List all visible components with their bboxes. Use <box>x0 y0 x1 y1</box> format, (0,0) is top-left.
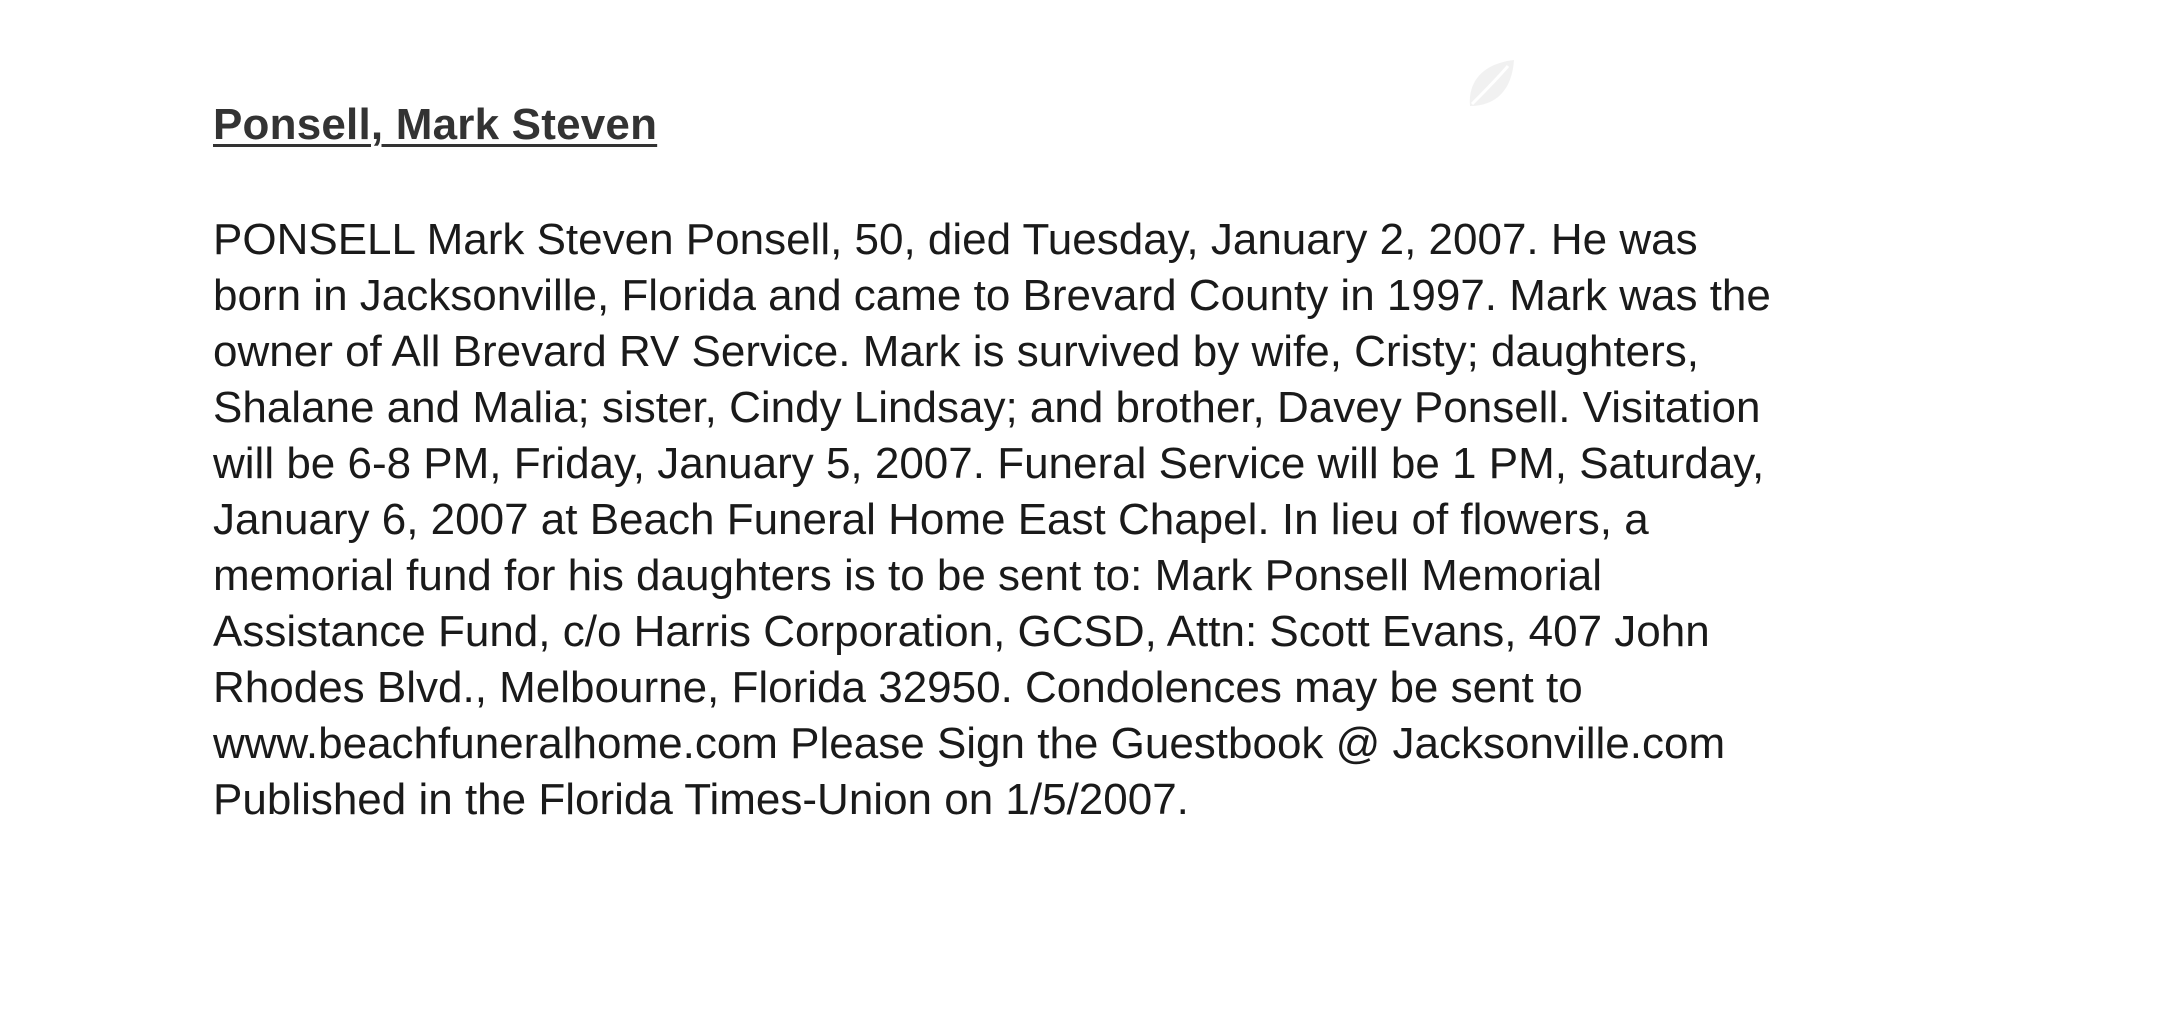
body-line: born in Jacksonville, Florida and came to Brevard County in 1997. Mark was the <box>213 271 1771 320</box>
body-line: Rhodes Blvd., Melbourne, Florida 32950. Condolences may be sent to <box>213 663 1583 712</box>
body-line: PONSELL Mark Steven Ponsell, 50, died Tuesday, January 2, 2007. He was <box>213 215 1698 264</box>
body-line: Shalane and Malia; sister, Cindy Lindsay; and brother, Davey Ponsell. Visitation <box>213 383 1761 432</box>
obituary-body <box>213 212 1993 828</box>
body-line: will be 6-8 PM, Friday, January 5, 2007. Funeral Service will be 1 PM, Saturday, <box>213 439 1765 488</box>
body-line: January 6, 2007 at Beach Funeral Home East Chapel. In lieu of flowers, a <box>213 495 1649 544</box>
page-title: Ponsell, Mark Steven <box>213 100 658 149</box>
leaf-icon <box>1462 54 1522 114</box>
body-line: www.beachfuneralhome.com Please Sign the Guestbook @ Jacksonville.com <box>213 719 1726 768</box>
body-line: Published in the Florida Times-Union on 1/5/2007. <box>213 775 1189 824</box>
body-line: owner of All Brevard RV Service. Mark is survived by wife, Cristy; daughters, <box>213 327 1699 376</box>
body-line: Assistance Fund, c/o Harris Corporation, GCSD, Attn: Scott Evans, 407 John <box>213 607 1710 656</box>
body-line: memorial fund for his daughters is to be sent to: Mark Ponsell Memorial <box>213 551 1603 600</box>
